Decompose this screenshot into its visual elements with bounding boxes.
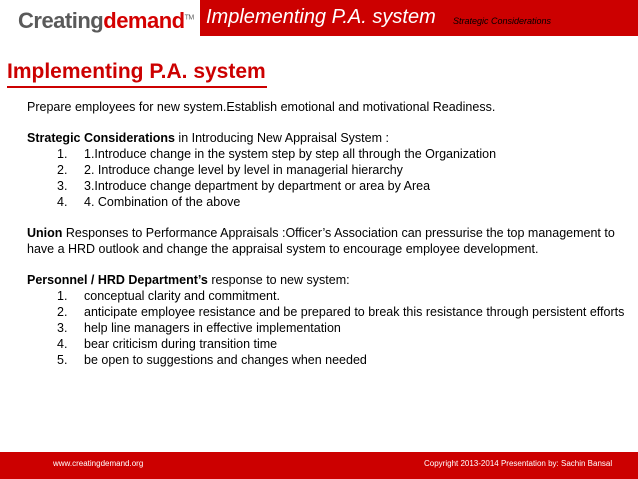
list-number: 2. [57,305,68,319]
list-item [27,352,627,368]
list-item-text: conceptual clarity and commitment. [84,289,280,303]
list-item-text: 3.Introduce change department by department or area by Area [84,179,431,193]
spacer [27,115,627,130]
footer-website: www.creatingdemand.org [53,459,144,468]
list-item-text: bear criticism during transition time [84,337,278,351]
list-number: 5. [57,353,68,367]
list-item [27,320,627,336]
personnel-rest: response to new system: [207,273,350,287]
personnel-heading: Personnel / HRD Department’s [27,273,208,287]
list-item-text: anticipate employee resistance and be prepared to break this resistance through persistent efforts [84,305,625,319]
header-subtitle: Strategic Considerations [453,16,552,26]
list-item [27,194,627,210]
personnel-line [27,272,627,288]
strategic-heading: Strategic Considerations [27,131,175,145]
list-number: 4. [57,337,68,351]
list-item [27,336,627,352]
list-item-text: 1.Introduce change in the system step by step all through the Organization [84,147,497,161]
strategic-list [27,146,627,210]
page-title: Implementing P.A. system [7,60,266,83]
list-number: 1. [57,289,68,303]
list-item-text: 2. Introduce change level by level in managerial hierarchy [84,163,403,177]
slide-footer [0,452,638,479]
spacer [27,210,627,225]
logo-trademark: TM [184,14,194,22]
list-item [27,304,627,320]
list-item-text: help line managers in effective implementation [84,321,341,335]
creatingdemand-logo [18,8,194,34]
list-item [27,288,627,304]
union-heading: Union [27,226,63,240]
union-paragraph [27,225,627,257]
personnel-list [27,288,627,368]
spacer [27,257,627,272]
intro-text: Prepare employees for new system.Establish emotional and motivational Readiness. [27,100,496,114]
list-item-text: 4. Combination of the above [84,195,241,209]
list-item [27,162,627,178]
list-number: 3. [57,179,68,193]
slide-header [0,0,638,38]
list-number: 2. [57,163,68,177]
logo-word-creating: Creating [18,8,104,33]
strategic-considerations-line [27,130,627,146]
list-number: 3. [57,321,68,335]
list-number: 1. [57,147,68,161]
header-title: Implementing P.A. system [206,6,436,28]
union-rest: Responses to Performance Appraisals :Officer’s Association can pressurise the top management to have a HRD outlook and change the appraisal system to encourage employee development. [27,226,615,256]
slide-content [27,99,627,368]
list-number: 4. [57,195,68,209]
list-item [27,146,627,162]
list-item-text: be open to suggestions and changes when needed [84,353,367,367]
logo-word-demand: demand [103,8,185,33]
list-item [27,178,627,194]
footer-copyright: Copyright 2013-2014 Presentation by: Sachin Bansal [424,459,613,468]
title-underline [7,86,267,88]
strategic-rest: in Introducing New Appraisal System : [174,131,389,145]
